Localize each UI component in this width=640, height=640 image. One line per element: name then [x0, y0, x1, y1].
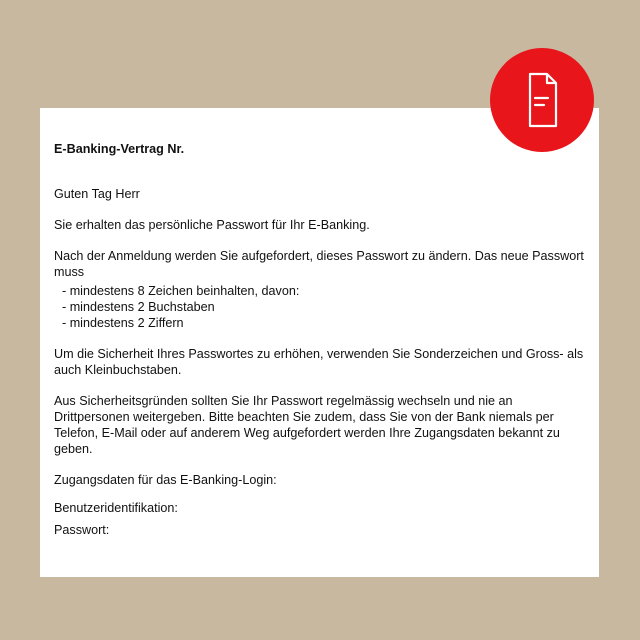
letter-title: E-Banking-Vertrag Nr. [54, 142, 185, 156]
document-icon [490, 48, 594, 152]
contract-letter [40, 108, 599, 577]
security-advice: Aus Sicherheitsgründen sollten Sie Ihr Passwort regelmässig wechseln und nie an Drittpersonen weitergeben. Bitte beachten Sie zudem, dass Sie von der Bank niemals per Telefon, E-Mail oder auf anderem Weg aufgefordert werden Ihre Zugangsdaten bekannt zu geben. [54, 394, 560, 456]
intro-text: Sie erhalten das persönliche Passwort für Ihr E-Banking. [54, 218, 370, 232]
user-id-label: Benutzeridentifikation: [54, 501, 178, 515]
requirement-item: - mindestens 2 Ziffern [62, 316, 184, 330]
login-heading: Zugangsdaten für das E-Banking-Login: [54, 473, 277, 487]
change-notice: Nach der Anmeldung werden Sie aufgefordert, dieses Passwort zu ändern. Das neue Passwort muss [54, 249, 584, 279]
requirement-item: - mindestens 8 Zeichen beinhalten, davon: [62, 284, 300, 298]
requirement-item: - mindestens 2 Buchstaben [62, 300, 215, 314]
document-badge [490, 48, 594, 152]
greeting: Guten Tag Herr [54, 187, 140, 201]
password-label: Passwort: [54, 523, 110, 537]
password-requirements [54, 283, 585, 331]
security-tip: Um die Sicherheit Ihres Passwortes zu erhöhen, verwenden Sie Sonderzeichen und Gross- als auch Kleinbuchstaben. [54, 347, 584, 377]
